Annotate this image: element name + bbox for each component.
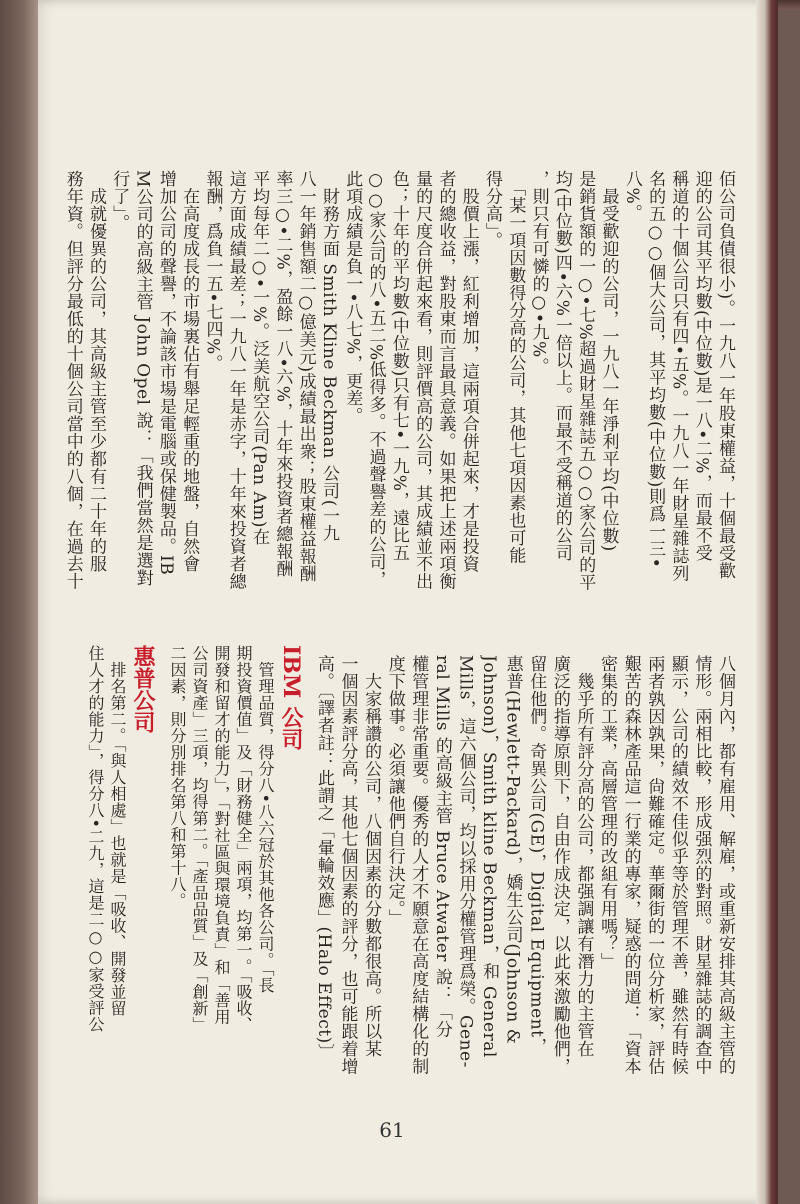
- text-column: 兩者孰因孰果，尙難確定。華爾街的一位分析家，評估: [644, 655, 665, 1075]
- text-column: 色；十年的平均數(中位數)只有七•一九%，遠比五: [388, 170, 409, 562]
- section-gap: [158, 645, 166, 1085]
- text-column: 惠普(Hewlett-Packard)，嬌生公司(Johnson &: [502, 655, 523, 1045]
- text-column: 廣泛的指導原則下，自由作成決定，以此來激勵他們，: [549, 655, 570, 1075]
- text-column: Johnson)，Smith kline Beckman，和 General: [479, 655, 500, 1058]
- text-column: ，則只有可憐的○•九%。: [528, 170, 549, 376]
- text-column: 排名第二。「與人相處」也就是「吸收、開發並留: [108, 645, 127, 1017]
- text-column: 開發和留才的能力」，「對社區與環境負責」和「善用: [212, 645, 231, 1025]
- text-column: ral Mills 的高級主管 Bruce Atwater 說：「分: [431, 655, 452, 1038]
- text-column: 度下做事。必須讓他們自行決定。」: [384, 655, 405, 927]
- text-column: 八個月內，都有雇用、解雇，或重新安排其高級主管的: [715, 655, 735, 1075]
- text-column: 平均每年二○•一%。泛美航空公司(Pan Am)在: [249, 170, 270, 546]
- text-column: 迎的公司其平均數(中位數)是一八•二%，而最不受: [691, 170, 712, 562]
- text-column: 幾乎所有評分高的公司，都强調讓有潛力的主管在: [573, 655, 594, 1058]
- text-column: 增加公司的聲譽，不論該市場是電腦或保健製品。IB: [155, 170, 176, 576]
- text-column: 住人才的能力」，得分八•二九，這是二○○家受評公: [86, 645, 105, 1033]
- text-column: Mills，這六個公司，均以採用分權管理爲榮。Gene-: [455, 655, 476, 1068]
- text-column: 大家稱讚的公司，八個因素的分數都很高。所以某: [361, 655, 382, 1058]
- text-column: 管理品質，得分八•八六冠於其他各公司。「長: [256, 645, 275, 994]
- upper-text-band: [58, 170, 736, 650]
- book-binding: [0, 0, 38, 1204]
- text-column: 八%。: [621, 170, 642, 222]
- book-page: [38, 0, 778, 1204]
- text-column: 「某一項因數得分高的公司，其他七項因素也可能: [505, 170, 526, 564]
- page-number: 61: [379, 1118, 405, 1142]
- text-column: 率三○•二%，盈餘一八•六%，十年來投資者總報酬: [272, 170, 293, 578]
- text-column: 權管理非常重要。優秀的人才不願意在高度結構化的制: [408, 655, 429, 1075]
- text-column: 公司資產」三項，均得第二。「產品品質」及「創新」: [190, 645, 209, 1033]
- text-column: 者的總收益，對股東而言最具意義。如果把上述兩項衡: [435, 170, 456, 590]
- text-column: 最受歡迎的公司，一九八一年淨利平均(中位數): [598, 170, 619, 552]
- text-column: 量的尺度合併起來看，則評價高的公司，其成績並不出: [412, 170, 433, 590]
- text-column: M公司的高級主管 John Opel 說：「我們當然是選對: [132, 170, 153, 587]
- text-column: 佰公司負債很小)。一九八一年股東權益，十個最受歡: [715, 170, 735, 580]
- text-column: 均(中位數)四•六%一倍以上。而最不受稱道的公司: [551, 170, 572, 562]
- text-column: 密集的工業，高層管理的改組有用嗎？」: [597, 655, 618, 970]
- text-column: 務年資。但評分最低的十個公司當中的八個，在過去十: [62, 170, 83, 590]
- lower-text-band-right: [308, 655, 736, 1085]
- text-column: 此項成績是負一•八七%，更差。: [342, 170, 363, 425]
- text-column: 顯示，公司的績效不佳似乎等於管理不善，雖然有時候: [667, 655, 688, 1075]
- text-column: 股價上漲，紅利增加，這兩項合併起來，才是投資: [458, 170, 479, 573]
- text-column: 艱苦的森林產品這一行業的專家，疑惑的問道：「資本: [620, 655, 641, 1075]
- text-column: 期投資價值」及「財務健全」兩項，均第一。「吸收、: [234, 645, 253, 1033]
- lower-text-band-left: [84, 645, 306, 1085]
- text-column: 八一年銷售額二○億美元)成績最出衆；股東權益報酬: [295, 170, 316, 583]
- text-column: ○○家公司的八•五二%低得多。不過聲譽差的公司，: [365, 170, 386, 589]
- text-column: 留住他們。奇異公司(GE)，Digital Equipment，: [526, 655, 547, 1055]
- text-column: 行了」。: [109, 170, 130, 232]
- hp-heading: 惠普公司: [130, 645, 156, 733]
- text-column: 名的五○○個大公司，其平均數(中位數)則爲一三•: [645, 170, 666, 569]
- text-column: 高。〔譯者註：此謂之「暈輪效應」(Halo Effect)〕: [313, 655, 334, 1062]
- text-column: 二因素，則分別排名第八和第十八。: [168, 645, 187, 909]
- text-column: 成就優異的公司，其高級主管至少都有二十年的服: [85, 170, 106, 573]
- text-column: 稱道的十個公司只有四•五%。一九八一年財星雜誌列: [668, 170, 689, 583]
- text-column: 這方面成績最差；一九八一年是赤字，十年來投資者總: [225, 170, 246, 590]
- text-column: 報酬，爲負一五•七四%。: [202, 170, 223, 373]
- text-column: 一個因素評分高，其他七個因素的評分，也可能跟着增: [337, 655, 358, 1075]
- text-column: 財務方面 Smith Kline Beckman 公司(一九: [318, 170, 339, 542]
- ibm-heading: IBM 公司: [278, 645, 304, 750]
- text-column: 得分高」。: [482, 170, 503, 249]
- text-column: 在高度成長的市場裏佔有舉足輕重的地盤，自然會: [179, 170, 200, 573]
- text-column: 情形。兩相比較，形成强烈的對照。財星雜誌的調查中: [691, 655, 712, 1075]
- text-column: 是銷貨額的一○•七%超過財星雜誌五○○家公司的平: [575, 170, 596, 592]
- page-edge: [756, 0, 778, 1204]
